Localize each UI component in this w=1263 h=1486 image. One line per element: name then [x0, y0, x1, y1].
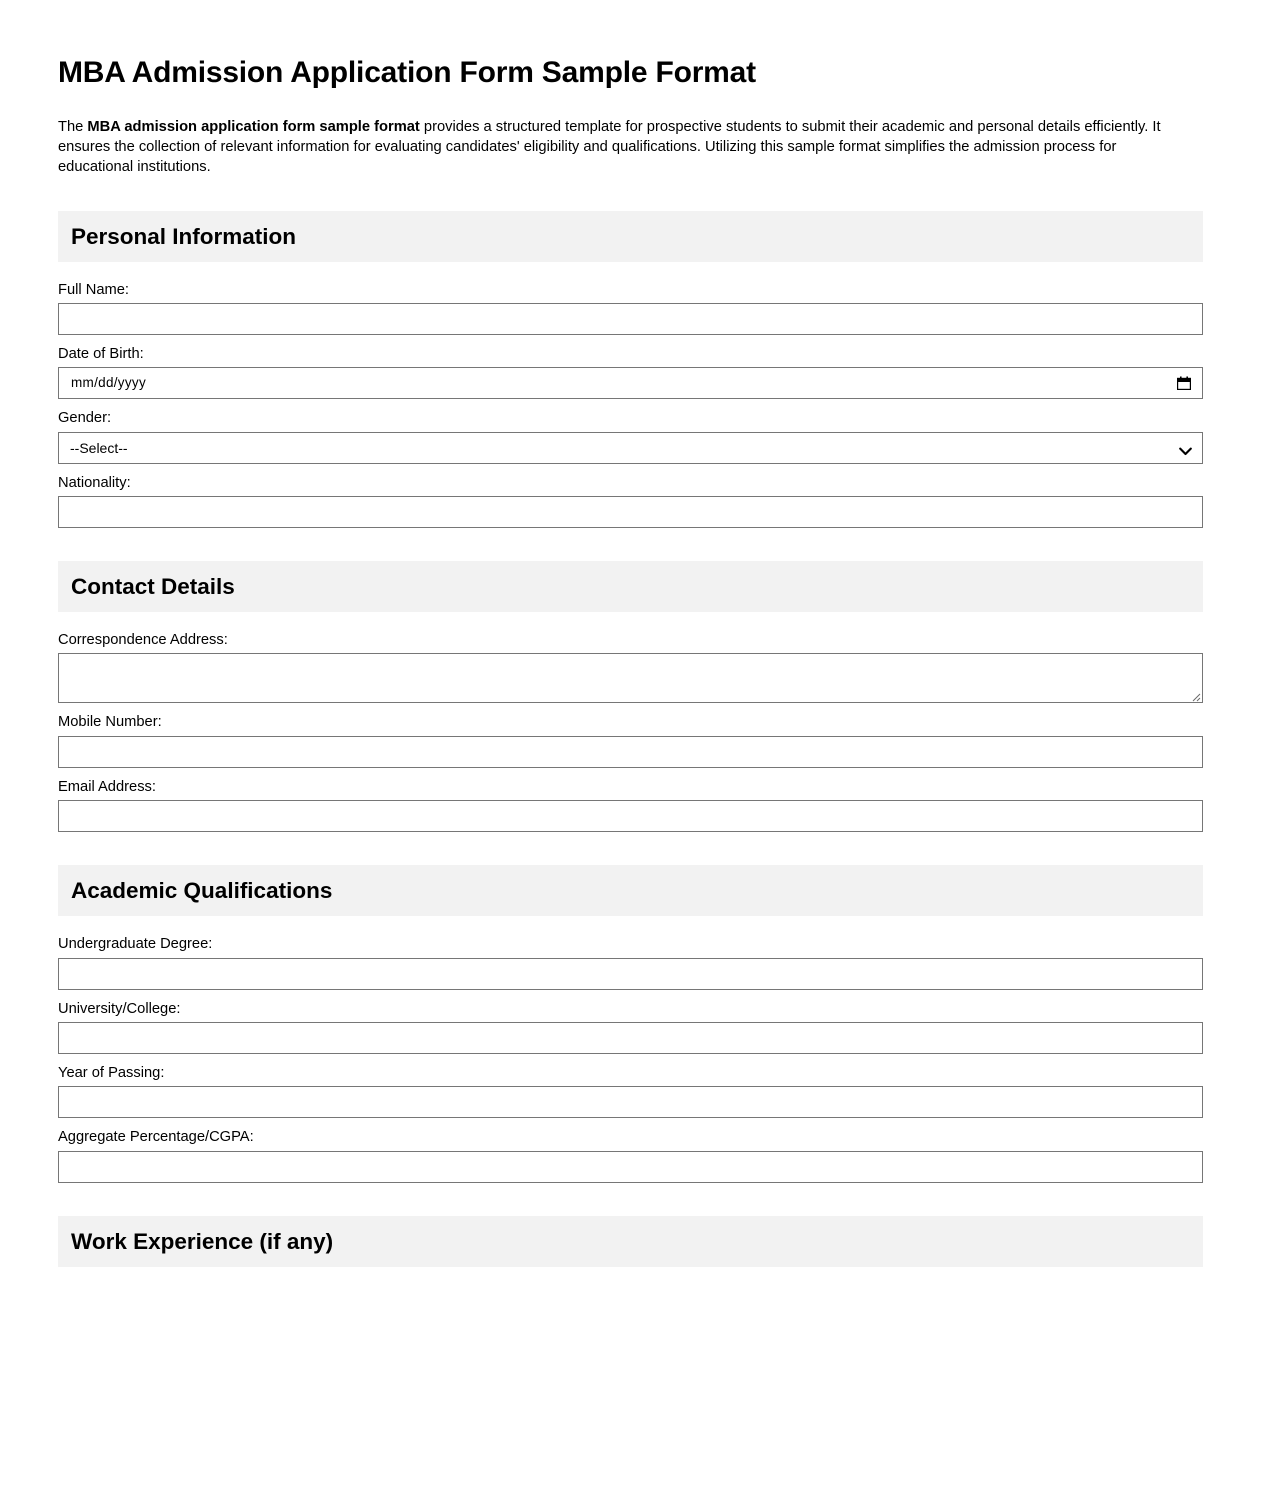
- year-of-passing-input[interactable]: [58, 1086, 1203, 1118]
- spacer: [58, 464, 1203, 474]
- spacer: [58, 990, 1203, 1000]
- email-address-input[interactable]: [58, 800, 1203, 832]
- field-gender: [58, 409, 1203, 463]
- spacer: [58, 1183, 1203, 1216]
- field-aggregate-percentage-cgpa: [58, 1128, 1203, 1182]
- university-college-input[interactable]: [58, 1022, 1203, 1054]
- page-title: MBA Admission Application Form Sample Format: [58, 56, 756, 89]
- spacer: [58, 1118, 1203, 1128]
- field-label-date-of-birth: Date of Birth:: [58, 345, 144, 362]
- field-mobile-number: [58, 713, 1203, 767]
- spacer: [58, 832, 1203, 865]
- spacer: [58, 703, 1203, 713]
- intro-paragraph: [58, 91, 1188, 178]
- date-of-birth-input[interactable]: [58, 367, 1203, 399]
- correspondence-address-wrapper: [58, 653, 1203, 703]
- gender-wrapper: [58, 432, 1203, 464]
- aggregate-percentage-cgpa-input[interactable]: [58, 1151, 1203, 1183]
- field-label-gender: Gender:: [58, 410, 112, 427]
- undergraduate-degree-input[interactable]: [58, 958, 1203, 990]
- correspondence-address-textarea[interactable]: [58, 653, 1203, 703]
- intro-bold-phrase: MBA admission application form sample format: [87, 119, 420, 135]
- field-label-nationality: Nationality:: [58, 474, 131, 491]
- section-header-work-experience: [58, 1216, 1203, 1267]
- spacer: [58, 768, 1203, 778]
- nationality-input[interactable]: [58, 496, 1203, 528]
- section-title: Personal Information: [71, 223, 297, 249]
- field-label-full-name: Full Name:: [58, 281, 130, 298]
- section-title: Contact Details: [71, 574, 235, 600]
- calendar-icon[interactable]: [1177, 376, 1191, 390]
- field-label-year-of-passing: Year of Passing:: [58, 1064, 165, 1081]
- gender-selected-value: --Select--: [70, 439, 128, 456]
- field-email-address: [58, 778, 1203, 832]
- field-label-correspondence-address: Correspondence Address:: [58, 632, 228, 649]
- date-placeholder-text: mm/dd/yyyy: [71, 375, 147, 391]
- field-year-of-passing: [58, 1064, 1203, 1118]
- field-label-mobile-number: Mobile Number:: [58, 714, 162, 731]
- field-full-name: [58, 281, 1203, 335]
- gender-select[interactable]: [58, 432, 1203, 464]
- field-label-undergraduate-degree: Undergraduate Degree:: [58, 936, 213, 953]
- field-nationality: [58, 474, 1203, 528]
- field-label-email-address: Email Address:: [58, 778, 156, 795]
- section-header-academic-qualifications: [58, 865, 1203, 916]
- spacer: [58, 1054, 1203, 1064]
- form-content: [58, 0, 1203, 1267]
- spacer: [58, 335, 1203, 345]
- field-university-college: [58, 1000, 1203, 1054]
- spacer: [58, 178, 1203, 211]
- spacer: [58, 262, 1203, 281]
- spacer: [58, 612, 1203, 631]
- field-correspondence-address: [58, 631, 1203, 703]
- field-undergraduate-degree: [58, 935, 1203, 989]
- field-label-aggregate-percentage-cgpa: Aggregate Percentage/CGPA:: [58, 1129, 254, 1146]
- spacer: [58, 916, 1203, 935]
- spacer: [58, 399, 1203, 409]
- section-header-personal-information: [58, 211, 1203, 262]
- intro-rest: provides a structured template for prospective students to submit their academic and personal details efficiently. It ensures the collection of relevant information for evaluating candidates' eligibility and qualifications. Utilizing this sample format simplifies the admission process for educational institutions.: [58, 119, 1161, 175]
- field-date-of-birth: [58, 345, 1203, 399]
- section-header-contact-details: [58, 561, 1203, 612]
- section-title: Work Experience (if any): [71, 1228, 334, 1254]
- spacer: [58, 528, 1203, 561]
- full-name-input[interactable]: [58, 303, 1203, 335]
- field-label-university-college: University/College:: [58, 1000, 181, 1017]
- intro-prefix: The: [58, 119, 88, 135]
- mobile-number-input[interactable]: [58, 736, 1203, 768]
- section-title: Academic Qualifications: [71, 878, 333, 904]
- date-of-birth-wrapper: [58, 367, 1203, 399]
